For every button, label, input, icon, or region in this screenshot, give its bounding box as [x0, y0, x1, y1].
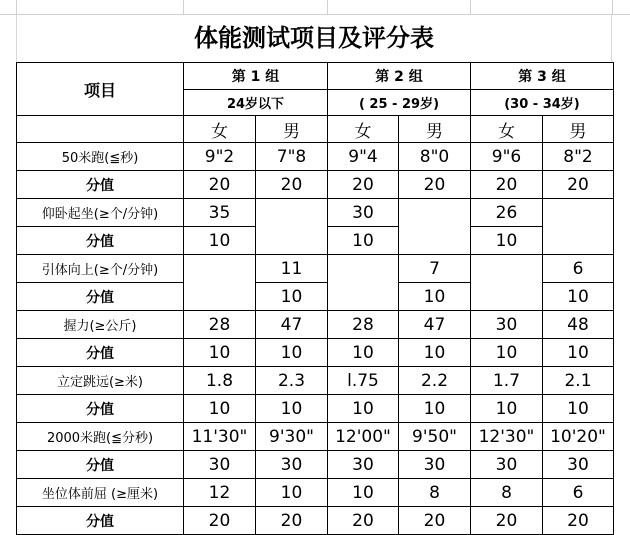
group-3-header[interactable]: 第 3 组	[471, 63, 614, 90]
group-3-age[interactable]: (30 - 34岁)	[471, 90, 614, 116]
score-cell[interactable]: 20	[328, 171, 399, 199]
score-cell[interactable]: 10	[543, 339, 614, 367]
gridline	[470, 0, 471, 14]
value-cell[interactable]: 7"8	[256, 143, 328, 171]
merged-empty-cell[interactable]	[184, 255, 256, 311]
gridline	[612, 0, 613, 14]
sheet-title[interactable]: 体能测试项目及评分表	[16, 14, 612, 62]
item-jump[interactable]: 立定跳远(≥米)	[17, 367, 184, 395]
merged-empty-cell[interactable]	[543, 199, 614, 255]
value-cell[interactable]: 1.7	[471, 367, 543, 395]
value-cell[interactable]: 2.2	[399, 367, 471, 395]
score-cell[interactable]: 20	[328, 507, 399, 535]
item-situp[interactable]: 仰卧起坐(≥个/分钟)	[17, 199, 184, 227]
score-cell[interactable]: 20	[471, 171, 543, 199]
value-cell[interactable]: 9"4	[328, 143, 399, 171]
item-pullup[interactable]: 引体向上(≥个/分钟)	[17, 255, 184, 283]
score-label[interactable]: 分值	[17, 507, 184, 535]
empty-cell[interactable]	[17, 116, 184, 143]
score-cell[interactable]: 30	[471, 451, 543, 479]
value-cell[interactable]: 2.3	[256, 367, 328, 395]
female-header[interactable]: 女	[328, 116, 399, 143]
female-header[interactable]: 女	[471, 116, 543, 143]
value-cell[interactable]: 8"0	[399, 143, 471, 171]
score-cell[interactable]: 10	[328, 339, 399, 367]
sheet-gridlines	[0, 0, 630, 15]
score-label[interactable]: 分值	[17, 395, 184, 423]
score-label[interactable]: 分值	[17, 227, 184, 255]
value-cell[interactable]: 6	[543, 255, 614, 283]
value-cell[interactable]: 47	[399, 311, 471, 339]
score-table	[16, 62, 614, 535]
value-cell[interactable]: 12'00"	[328, 423, 399, 451]
score-cell[interactable]: 20	[256, 171, 328, 199]
value-cell[interactable]: 10	[328, 479, 399, 507]
value-cell[interactable]: 28	[184, 311, 256, 339]
item-run2000[interactable]: 2000米跑(≦分秒)	[17, 423, 184, 451]
value-cell[interactable]: 30	[471, 311, 543, 339]
value-cell[interactable]: 11	[256, 255, 328, 283]
value-cell[interactable]: 9"2	[184, 143, 256, 171]
value-cell[interactable]: 8	[399, 479, 471, 507]
score-cell[interactable]: 10	[328, 395, 399, 423]
female-header[interactable]: 女	[184, 116, 256, 143]
value-cell[interactable]: 6	[543, 479, 614, 507]
score-cell[interactable]: 30	[256, 451, 328, 479]
gridline	[327, 0, 328, 14]
item-run50[interactable]: 50米跑(≦秒)	[17, 143, 184, 171]
score-cell[interactable]: 10	[471, 227, 543, 255]
group-1-age[interactable]: 24岁以下	[184, 90, 328, 116]
value-cell[interactable]: 2.1	[543, 367, 614, 395]
value-cell[interactable]: 9'50"	[399, 423, 471, 451]
score-cell[interactable]: 20	[543, 171, 614, 199]
value-cell[interactable]: 28	[328, 311, 399, 339]
score-cell[interactable]: 10	[471, 395, 543, 423]
score-label[interactable]: 分值	[17, 283, 184, 311]
item-sitreach[interactable]: 坐位体前屈 (≥厘米)	[17, 479, 184, 507]
value-cell[interactable]: 26	[471, 199, 543, 227]
merged-empty-cell[interactable]	[328, 255, 399, 311]
score-cell[interactable]: 20	[543, 507, 614, 535]
male-header[interactable]: 男	[256, 116, 328, 143]
value-cell[interactable]: 9"6	[471, 143, 543, 171]
value-cell[interactable]: 48	[543, 311, 614, 339]
score-cell[interactable]: 10	[399, 395, 471, 423]
group-1-header[interactable]: 第 1 组	[184, 63, 328, 90]
score-cell[interactable]: 30	[328, 451, 399, 479]
value-cell[interactable]: 12'30"	[471, 423, 543, 451]
score-cell[interactable]: 30	[184, 451, 256, 479]
score-label[interactable]: 分值	[17, 339, 184, 367]
value-cell[interactable]: 47	[256, 311, 328, 339]
value-cell[interactable]: 8	[471, 479, 543, 507]
value-cell[interactable]: 10	[256, 479, 328, 507]
value-cell[interactable]: 12	[184, 479, 256, 507]
score-cell[interactable]: 10	[256, 283, 328, 311]
gridline	[183, 0, 184, 14]
score-cell[interactable]: 10	[471, 339, 543, 367]
score-cell[interactable]: 20	[256, 507, 328, 535]
value-cell[interactable]: 1.8	[184, 367, 256, 395]
score-cell[interactable]: 10	[543, 283, 614, 311]
group-2-age[interactable]: ( 25 - 29岁)	[328, 90, 471, 116]
score-cell[interactable]: 10	[543, 395, 614, 423]
score-cell[interactable]: 10	[184, 227, 256, 255]
score-cell[interactable]: 10	[184, 395, 256, 423]
item-grip[interactable]: 握力(≥公斤)	[17, 311, 184, 339]
value-cell[interactable]: 7	[399, 255, 471, 283]
score-cell[interactable]: 10	[399, 339, 471, 367]
score-cell[interactable]: 30	[399, 451, 471, 479]
score-cell[interactable]: 20	[471, 507, 543, 535]
merged-empty-cell[interactable]	[471, 255, 543, 311]
score-cell[interactable]: 10	[184, 339, 256, 367]
value-cell[interactable]: 11'30"	[184, 423, 256, 451]
male-header[interactable]: 男	[399, 116, 471, 143]
value-cell[interactable]: 35	[184, 199, 256, 227]
group-2-header[interactable]: 第 2 组	[328, 63, 471, 90]
score-label[interactable]: 分值	[17, 171, 184, 199]
score-cell[interactable]: 20	[399, 507, 471, 535]
score-cell[interactable]: 20	[184, 507, 256, 535]
value-cell[interactable]: l.75	[328, 367, 399, 395]
merged-empty-cell[interactable]	[399, 199, 471, 255]
score-cell[interactable]: 10	[256, 339, 328, 367]
score-label[interactable]: 分值	[17, 451, 184, 479]
male-header[interactable]: 男	[543, 116, 614, 143]
score-cell[interactable]: 10	[256, 395, 328, 423]
score-cell[interactable]: 10	[328, 227, 399, 255]
score-cell[interactable]: 20	[184, 171, 256, 199]
gridline	[16, 0, 17, 14]
value-cell[interactable]: 30	[328, 199, 399, 227]
value-cell[interactable]: 8"2	[543, 143, 614, 171]
merged-empty-cell[interactable]	[256, 199, 328, 255]
score-cell[interactable]: 30	[543, 451, 614, 479]
value-cell[interactable]: 9'30"	[256, 423, 328, 451]
item-header[interactable]: 项目	[17, 63, 184, 116]
score-cell[interactable]: 10	[399, 283, 471, 311]
value-cell[interactable]: 10'20"	[543, 423, 614, 451]
score-cell[interactable]: 20	[399, 171, 471, 199]
